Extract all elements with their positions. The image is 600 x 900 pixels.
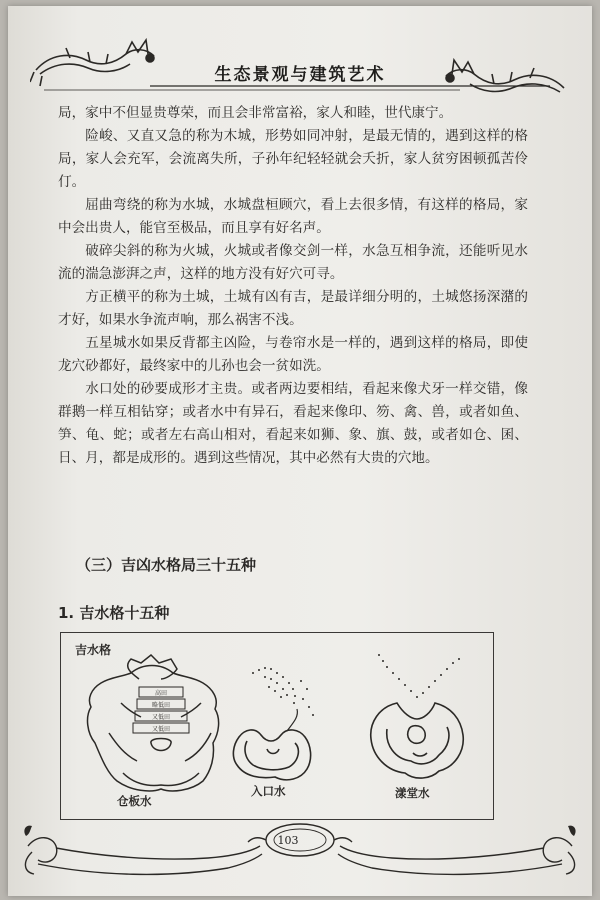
- inner-label-1: 略低田: [151, 702, 171, 709]
- rukou-water-diagram: [233, 709, 310, 780]
- section-heading: （三）吉凶水格局三十五种: [76, 556, 257, 574]
- diagram-label: 漾堂水: [395, 786, 430, 800]
- paragraph: 水口处的砂要成形才主贵。或者两边要相结，看起来像犬牙一样交错，像群鹅一样互相钻穿；或者水中有异石，看起来像印、笏、禽、兽，或者如鱼、笋、龟、蛇；或者左右高山相对，看起来如狮、象、旗、鼓，或者如仓、囷、日、月，都是成形的。遇到这些情况，其中必然有大贵的穴地。: [58, 381, 528, 466]
- paragraph: 五星城水如果反背都主凶险，与卷帘水是一样的，遇到这样的格局，即使龙穴砂都好，最终家中的儿孙也会一贫如洗。: [58, 335, 528, 374]
- cangban-water-diagram: [88, 655, 219, 791]
- dotted-flow-icon: [378, 654, 460, 698]
- inner-label-0: 高田: [154, 690, 168, 697]
- page-footer: [8, 806, 592, 896]
- figure-title: 吉水格: [75, 643, 112, 657]
- paragraph: 屈曲弯绕的称为水城，水城盘桓顾穴，看上去很多情，有这样的格局，家中会出贵人，能官至极品，而且享有好名声。: [58, 197, 528, 236]
- paragraph: 方正横平的称为土城，土城有凶有吉，是最详细分明的，土城悠扬深潴的才好，如果水争流声响，那么祸害不浅。: [58, 289, 528, 328]
- running-title: 生态景观与建筑艺术: [214, 65, 386, 85]
- sub-heading: 1. 吉水格十五种: [58, 604, 170, 622]
- diagram-label: 仓板水: [117, 794, 152, 808]
- paragraph: 险峻、又直又急的称为木城，形势如同冲射，是最无情的，遇到这样的格局，家人会充军，会流离失所，子孙年纪轻轻就会夭折，家人贫穷困顿孤苦伶仃。: [58, 128, 528, 190]
- body-text: [58, 102, 528, 470]
- footer-ornament-icon: [8, 806, 592, 896]
- dotted-flow-icon: [252, 667, 314, 716]
- yangtang-water-diagram: [371, 703, 464, 778]
- inner-label-2: 又低田: [151, 714, 171, 721]
- page-header: [30, 24, 570, 104]
- diagram-label: 入口水: [251, 784, 286, 798]
- figure-box: [60, 632, 494, 820]
- paragraph: 破碎尖斜的称为火城，火城或者像交剑一样，水急互相争流，还能听见水流的湍急澎湃之声，这样的地方没有好穴可寻。: [58, 243, 528, 282]
- page-number: 103: [277, 834, 299, 847]
- book-page: [8, 6, 592, 896]
- inner-label-3: 又低田: [151, 726, 171, 733]
- paragraph: 局，家中不但显贵尊荣，而且会非常富裕，家人和睦，世代康宁。: [58, 105, 453, 121]
